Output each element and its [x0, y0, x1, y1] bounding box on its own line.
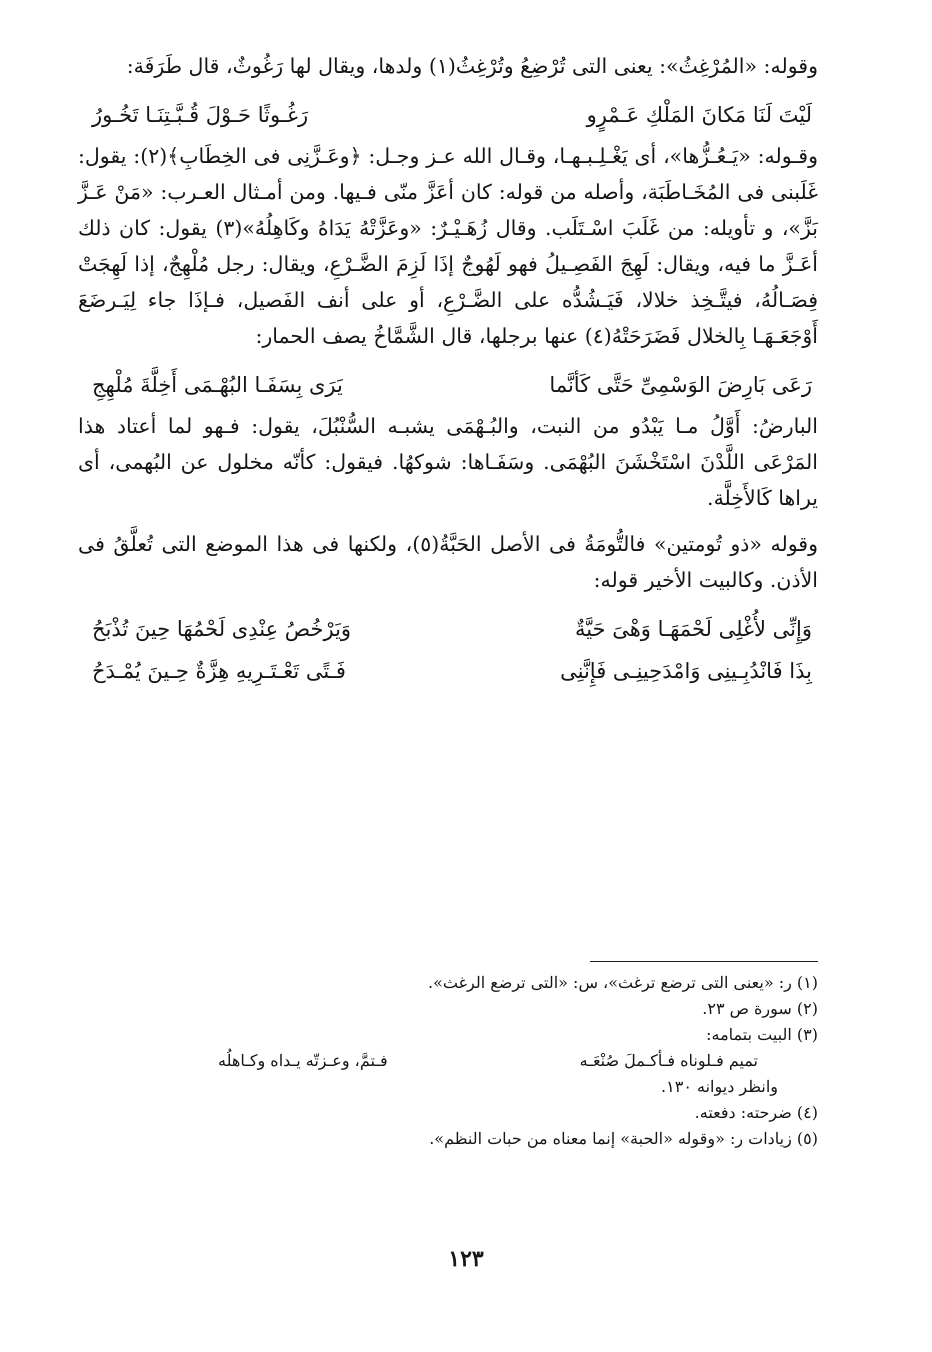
verse-hemistich-right: وَإِنِّى لأُغْلِى لَحْمَهَـا وَهْىَ حَيَّةٌ [574, 617, 812, 641]
footnote-verse-right: تميم فـلوناه فـأكـملَ صُنْعَـه [579, 1051, 758, 1070]
paragraph-4: وقوله «ذو تُومتين» فالتُّومَةُ فى الأصل الحَبَّةُ(٥)، ولكنها فى هذا الموضع التى تُعلَّقُ فى الأذن. وكالبيت الأخير قوله: [78, 532, 818, 592]
verse-hemistich-left: يَرَى بِسَفَـا البُهْـمَى أَخِلَّةَ مُلْهِجِ [92, 373, 343, 397]
paragraph-2: وقـوله: «يَـعُـزُّها»، أى يَغْـلِـبـهـا، وقـال الله عـز وجـل: ﴿وعَـزَّنِى فى الخِطَابِ﴾(٢): يقول: غَلَبنى فى المُخَـاطَبَة، وأصله من قوله: كان أعَزَّ منّى فـيها. ومن أمـثال العـرب: «مَنْ عَـزَّ بَزَّ»، و تأويله: من غَلَبَ اسْـتَلَب. وقال زُهَـيْـرٌ: «وعَزَّتْهُ يَدَاهُ وكَاهِلُهُ»(٣) يقول: كان ذلك أعَـزَّ ما فيه، ويقال: لَهِجَ الفَصِـيلُ فهو لَهُوجٌ إذَا لَزِمَ الضَّـرْعِ، ويقال: رجل مُلْهِجٌ، إذا لَهِجَتْ فِصَـالُهُ، فيتَّـخِذ خلالا، فَيَـشُدُّه على الضَّـرْعِ، أو على أنف الفَصيل، فـإذَا جاء لِيَـرضَعَ أَوْجَعَـهَـا بِالخلال فَضَرَحَتْهُ(٤) عنها برجلها، قال الشَّمَّاخُ يصف الحمار: [78, 144, 819, 348]
verse-final-1 [92, 610, 812, 648]
footnote-3: (٣) البيت بتمامه: [706, 1025, 818, 1044]
footnote-3-verse [218, 1048, 818, 1074]
paragraph-1: وقوله: «المُرْغِثُ»: يعنى التى تُرْضِعُ وتُرْغِثُ(١) ولدها، ويقال لها رَغُوثٌ، قال طَرَفَة: [126, 54, 818, 78]
page-number: ١٢٣ [448, 1246, 484, 1272]
footnotes [78, 970, 818, 1152]
paragraph-3: البارضُ: أَوَّلُ مـا يَبْدُو من النبت، والبُـهْمَى يشبـه السُّنْبُلَ، يقول: فـهو لما أعتاد هذا المَرْعَى اللَّدْنَ اسْتَخْشَنَ البُهْمَى. وسَفَـاها: شوكهُا. فيقول: كأنّه مخلول عن البُهمى، أى يراها كَالأَخِلَّة. [78, 414, 818, 510]
verse-hemistich-right: بِذَا فَانْدُبِـينِى وَامْدَحِينِـى فَإِنَّنِى [560, 659, 812, 683]
footnote-5: (٥) زيادات ر: «وقوله «الحبة» إنما معناه من حبات النظم». [429, 1129, 818, 1148]
footnote-2: (٢) سورة ص ٢٣. [702, 999, 818, 1018]
verse-hemistich-left: فَـتًى تَعْـتَـرِيهِ هِزَّةٌ حِـينَ يُمْـدَحُ [92, 659, 346, 683]
verse-hemistich-left: وَيَرْخُصُ عِنْدِى لَحْمُهَا حِينَ تُذْبَحُ [92, 617, 352, 641]
verse-hemistich-right: رَعَى بَارِضَ الوَسْمِىِّ حَتَّى كَأنَّما [549, 373, 812, 397]
verse-hemistich-right: لَيْتَ لَنَا مَكانَ المَلْكِ عَـمْرٍو [586, 103, 812, 127]
verse-tarafa [92, 96, 812, 134]
footnote-3-note: وانظر ديوانه ١٣٠. [661, 1077, 778, 1096]
footnote-divider [590, 961, 818, 962]
verse-hemistich-left: رَغُـوثًا حَـوْلَ قُـبَّـتِنَـا تَخُـورُ [92, 103, 309, 127]
verse-final-2 [92, 652, 812, 690]
verse-shammakh [92, 366, 812, 404]
footnote-verse-left: فـتمَّ، وعـزتّه يـداه وكـاهلُه [218, 1051, 388, 1070]
main-text [78, 48, 818, 694]
footnote-4: (٤) ضرحته: دفعته. [694, 1103, 818, 1122]
footnote-1: (١) ر: «يعنى التى ترضع ترغث»، س: «التى ترضع الرغث». [428, 973, 818, 992]
